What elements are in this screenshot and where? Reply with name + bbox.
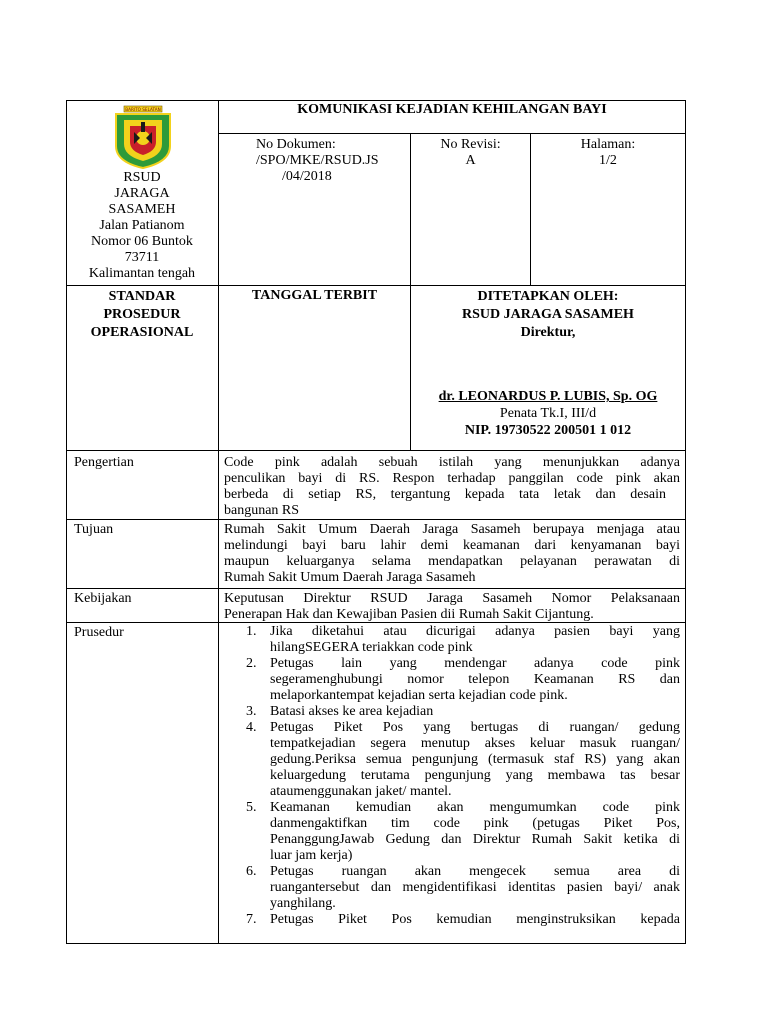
- ditetapkan-block: [411, 288, 685, 342]
- tujuan-line: melindungi bayi baru lahir demi keamanan dari kenyamanan bayi: [224, 538, 680, 553]
- column-divider: [218, 100, 219, 944]
- item-line: tempatkejadian segera menutup akses keluar masuk ruangan/: [270, 736, 680, 751]
- item-line: ataumenggunakan jaket/ mantel.: [270, 784, 452, 799]
- kebijakan-line: Keputusan Direktur RSUD Jaraga Sasameh Nomor Pelaksanaan: [224, 591, 680, 606]
- halaman-label: Halaman:: [580, 137, 636, 152]
- logo-banner: BARITO SELATAN: [125, 106, 161, 112]
- item-line: hilangSEGERA teriakkan code pink: [270, 640, 473, 655]
- pengertian-line: penculikan bayi di RS. Respon terhadap panggilan code pink akan: [224, 471, 680, 486]
- tujuan-text: [224, 522, 680, 586]
- item-line: Petugas Piket Pos kemudian menginstruksikan kepada: [270, 912, 680, 927]
- item-line: PenanggungJawab Gedung dan Direktur Rumah Sakit ketika di: [270, 832, 680, 847]
- rsud-logo-icon: [110, 104, 176, 170]
- no-dokumen-label: No Dokumen:: [256, 137, 336, 152]
- ditetapkan-org: RSUD JARAGA SASAMEH: [462, 307, 634, 322]
- halaman: [531, 137, 685, 169]
- tujuan-line: maupun keluarganya selama mendapatkan pelayanan perawatan di: [224, 554, 680, 569]
- list-item: [226, 864, 680, 912]
- jabatan: Direktur,: [520, 325, 576, 340]
- item-line: yanghilang.: [270, 896, 336, 911]
- line-under-pengertian: [66, 519, 686, 520]
- item-line: Petugas Piket Pos yang bertugas di ruangan/ gedung: [270, 720, 680, 735]
- item-line: melaporkantempat kejadian serta kejadian code pink.: [270, 688, 568, 703]
- tujuan-line: Rumah Sakit Umum Daerah Jaraga Sasameh berupaya menjaga atau: [224, 522, 680, 537]
- item-line: Batasi akses ke area kejadian: [270, 704, 434, 719]
- border-bottom: [66, 943, 686, 944]
- org-line: RSUD: [123, 170, 161, 185]
- item-line: Keamanan kemudian akan mengumumkan code pink: [270, 800, 680, 815]
- pengertian-text: [224, 455, 680, 519]
- line-under-tujuan: [66, 588, 686, 589]
- list-item: [226, 912, 680, 928]
- list-item: [226, 800, 680, 864]
- sop-label-line: PROSEDUR: [103, 307, 181, 322]
- org-line: Kalimantan tengah: [88, 266, 196, 281]
- signatory-nip: NIP. 19730522 200501 1 012: [464, 423, 632, 438]
- list-item: [226, 720, 680, 800]
- no-dokumen-value: /SPO/MKE/RSUD.JS: [256, 153, 379, 168]
- sop-label: [67, 288, 217, 342]
- item-line: danmengaktifkan tim code pink (petugas Piket Pos,: [270, 816, 680, 831]
- tujuan-line: Rumah Sakit Umum Daerah Jaraga Sasameh: [224, 570, 476, 585]
- item-line: keluargedung terutama pengunjung yang membawa tas besar: [270, 768, 680, 783]
- no-revisi-value: A: [465, 153, 476, 168]
- item-number: 1.: [246, 624, 257, 639]
- organization-address: [67, 170, 217, 282]
- pengertian-line: bangunan RS: [224, 503, 300, 518]
- item-line: Petugas lain yang mendengar adanya code pink: [270, 656, 680, 671]
- line-under-sop: [66, 450, 686, 451]
- item-number: 4.: [246, 720, 257, 735]
- border-top: [66, 100, 686, 101]
- no-revisi: [411, 137, 530, 169]
- kebijakan-line: Penerapan Hak dan Kewajiban Pasien dii Rumah Sakit Cijantung.: [224, 607, 594, 622]
- item-line: gedung.Periksa semua pengunjung (termasuk staf RS) yang akan: [270, 752, 680, 767]
- pengertian-line: Code pink adalah sebuah istilah yang menunjukkan adanya: [224, 455, 680, 470]
- line-under-title: [218, 133, 686, 134]
- org-line: Jalan Patianom: [99, 218, 185, 233]
- border-right: [685, 100, 686, 944]
- ditetapkan-oleh: DITETAPKAN OLEH:: [477, 289, 619, 304]
- no-dokumen-value-2: /04/2018: [282, 169, 332, 184]
- item-line: Jika diketahui atau dicurigai adanya pasien bayi yang: [270, 624, 680, 639]
- item-line: ruangantersebut dan mengidentifikasi identitas pasien bayi/ anak: [270, 880, 680, 895]
- sop-label-line: OPERASIONAL: [90, 325, 194, 340]
- tanggal-terbit: TANGGAL TERBIT: [251, 288, 378, 303]
- tujuan-label: Tujuan: [74, 522, 114, 537]
- org-line: Nomor 06 Buntok: [91, 234, 193, 249]
- item-number: 5.: [246, 800, 257, 815]
- item-number: 7.: [246, 912, 257, 927]
- list-item: [226, 624, 680, 656]
- org-line: 73711: [124, 250, 160, 265]
- kebijakan-text: [224, 591, 680, 623]
- list-item: [226, 704, 680, 720]
- item-line: Petugas ruangan akan mengecek semua area di: [270, 864, 680, 879]
- org-line: SASAMEH: [108, 202, 176, 217]
- halaman-value: 1/2: [599, 153, 617, 168]
- no-dokumen: [256, 137, 410, 185]
- sop-label-line: STANDAR: [108, 289, 176, 304]
- item-number: 3.: [246, 704, 257, 719]
- signatory-name: dr. LEONARDUS P. LUBIS, Sp. OG: [438, 389, 658, 404]
- signatory-block: [411, 388, 685, 439]
- signatory-rank: Penata Tk.I, III/d: [499, 406, 597, 421]
- org-line: JARAGA: [114, 186, 170, 201]
- pengertian-line: berbeda di setiap RS, tergantung kepada tata letak dan desain: [224, 487, 666, 502]
- kebijakan-label: Kebijakan: [74, 591, 132, 606]
- line-under-header: [66, 285, 686, 286]
- list-item: [226, 656, 680, 704]
- item-line: segeramenghubungi nomor telepon Keamanan RS dan: [270, 672, 680, 687]
- document-title: KOMUNIKASI KEJADIAN KEHILANGAN BAYI: [297, 102, 607, 117]
- pengertian-label: Pengertian: [74, 455, 134, 470]
- prosedur-list: [226, 624, 680, 928]
- item-line: luar jam kerja): [270, 848, 353, 863]
- item-number: 2.: [246, 656, 257, 671]
- no-revisi-label: No Revisi:: [440, 137, 501, 152]
- item-number: 6.: [246, 864, 257, 879]
- prosedur-label: Prusedur: [74, 625, 124, 640]
